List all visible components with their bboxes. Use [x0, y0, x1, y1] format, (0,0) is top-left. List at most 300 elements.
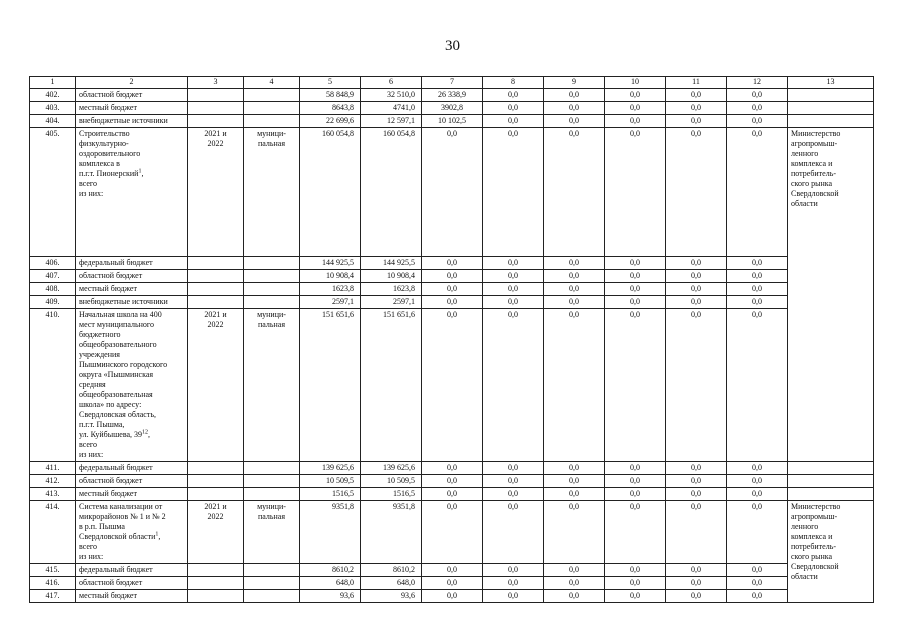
- name-line: школа» по адресу:: [79, 400, 142, 409]
- type-cell: [244, 128, 300, 257]
- table-row: [30, 590, 874, 603]
- amount-cell: 0,0: [666, 590, 727, 603]
- name-line: микрорайонов № 1 и № 2: [79, 512, 166, 521]
- amount-cell: 0,0: [422, 488, 483, 501]
- amount-cell: 0,0: [422, 462, 483, 475]
- responsible-ministry: [788, 462, 874, 475]
- amount-cell: 0,0: [422, 283, 483, 296]
- years-cell: [188, 296, 244, 309]
- amount-cell: 1623,8: [300, 283, 361, 296]
- cell-line: муници-: [257, 502, 286, 511]
- amount-cell: 0,0: [483, 590, 544, 603]
- name-line: из них:: [79, 552, 104, 561]
- name-line: физкультурно-: [79, 139, 129, 148]
- amount-cell: 0,0: [666, 270, 727, 283]
- amount-cell: 0,0: [544, 488, 605, 501]
- row-name: Начальная школа на 400 мест муниципального бюджетного общеобразовательного учреждения Пышминского городского округа «Пышминская средняя общеобразовательная школа» по адресу: Свердловская область, п.г.т. Пышма, ул. Куйбышева, $39^{12}$, всего из них:: [76, 309, 188, 462]
- amount-cell: 0,0: [544, 115, 605, 128]
- amount-cell: 0,0: [605, 475, 666, 488]
- cell-line: пальная: [257, 320, 286, 329]
- amount-cell: 93,6: [361, 590, 422, 603]
- amount-cell: 10 509,5: [300, 475, 361, 488]
- name-line: общеобразовательная: [79, 390, 153, 399]
- column-header: 13: [788, 77, 874, 89]
- years-cell: [188, 590, 244, 603]
- amount-cell: 0,0: [544, 128, 605, 257]
- table-row: [30, 577, 874, 590]
- name-line: из них:: [79, 189, 104, 198]
- cell-line: муници-: [257, 310, 286, 319]
- responsible-ministry: [788, 488, 874, 501]
- cell-line: 2022: [207, 320, 224, 329]
- amount-cell: 0,0: [727, 102, 788, 115]
- amount-cell: 0,0: [727, 590, 788, 603]
- responsible-ministry: [788, 475, 874, 488]
- cell-line: пальная: [257, 139, 286, 148]
- amount-cell: 0,0: [666, 102, 727, 115]
- amount-cell: 0,0: [544, 501, 605, 564]
- name-text: местный бюджет: [79, 489, 137, 498]
- cell-line: пальная: [257, 512, 286, 521]
- amount-cell: 9351,8: [300, 501, 361, 564]
- amount-cell: 0,0: [605, 257, 666, 270]
- row-number: 402.: [30, 89, 76, 102]
- row-number: 413.: [30, 488, 76, 501]
- cell-line: 2021 и: [204, 129, 227, 138]
- name-text: местный бюджет: [79, 591, 137, 600]
- amount-cell: 0,0: [727, 564, 788, 577]
- cell-line: Свердловской: [791, 189, 839, 198]
- table-row: [30, 270, 874, 283]
- years-cell: [188, 501, 244, 564]
- cell-line: 2021 и: [204, 310, 227, 319]
- amount-cell: 9351,8: [361, 501, 422, 564]
- name-text: областной бюджет: [79, 578, 143, 587]
- type-cell: [244, 296, 300, 309]
- amount-cell: 0,0: [605, 488, 666, 501]
- table-row: [30, 102, 874, 115]
- name-line: из них:: [79, 450, 104, 459]
- type-cell: [244, 102, 300, 115]
- table-row: [30, 488, 874, 501]
- amount-cell: 139 625,6: [361, 462, 422, 475]
- responsible-ministry: [788, 128, 874, 462]
- column-header: 3: [188, 77, 244, 89]
- row-name: [76, 89, 188, 102]
- responsible-ministry: [788, 102, 874, 115]
- row-name: [76, 102, 188, 115]
- name-line: в р.п. Пышма: [79, 522, 125, 531]
- years-cell: [188, 283, 244, 296]
- amount-cell: 0,0: [483, 577, 544, 590]
- amount-cell: 0,0: [422, 128, 483, 257]
- row-name: [76, 577, 188, 590]
- amount-cell: 1623,8: [361, 283, 422, 296]
- amount-cell: 1516,5: [361, 488, 422, 501]
- table-row: [30, 475, 874, 488]
- name-text: федеральный бюджет: [79, 258, 153, 267]
- years-cell: [188, 309, 244, 462]
- years-cell: [188, 89, 244, 102]
- cell-line: 2022: [207, 139, 224, 148]
- type-cell: [244, 115, 300, 128]
- amount-cell: 0,0: [483, 309, 544, 462]
- name-line: всего: [79, 179, 98, 188]
- column-header: 10: [605, 77, 666, 89]
- amount-cell: 26 338,9: [422, 89, 483, 102]
- row-name: [76, 270, 188, 283]
- cell-line: потребитель-: [791, 542, 837, 551]
- amount-cell: 0,0: [727, 462, 788, 475]
- type-cell: [244, 283, 300, 296]
- amount-cell: 58 848,9: [300, 89, 361, 102]
- row-name: Система канализации от микрорайонов № 1 и № 2 в р.п. Пышма Свердловской области$^1$, всего из них:: [76, 501, 188, 564]
- row-number: 417.: [30, 590, 76, 603]
- name-line: округа «Пышминская: [79, 370, 154, 379]
- amount-cell: 0,0: [666, 577, 727, 590]
- amount-cell: 0,0: [666, 501, 727, 564]
- column-header: 9: [544, 77, 605, 89]
- row-number: 414.: [30, 501, 76, 564]
- amount-cell: 0,0: [483, 283, 544, 296]
- row-name: Строительство физкультурно- оздоровительного комплекса в п.г.т. Пионерский$^1$, всего из них:: [76, 128, 188, 257]
- amount-cell: 93,6: [300, 590, 361, 603]
- name-line: всего: [79, 440, 98, 449]
- cell-line: ленного: [791, 522, 819, 531]
- amount-cell: 0,0: [605, 283, 666, 296]
- cell-line: потребитель-: [791, 169, 837, 178]
- amount-cell: 0,0: [422, 257, 483, 270]
- amount-cell: 0,0: [544, 590, 605, 603]
- name-line: Свердловская область,: [79, 410, 156, 419]
- name-line: Система канализации от: [79, 502, 163, 511]
- amount-cell: 0,0: [422, 475, 483, 488]
- row-number: 410.: [30, 309, 76, 462]
- row-name: [76, 115, 188, 128]
- amount-cell: 0,0: [544, 270, 605, 283]
- amount-cell: 8610,2: [300, 564, 361, 577]
- amount-cell: 0,0: [605, 590, 666, 603]
- name-line: п.г.т. Пионерский: [79, 169, 139, 178]
- amount-cell: 0,0: [544, 475, 605, 488]
- amount-cell: 4741,0: [361, 102, 422, 115]
- amount-cell: 0,0: [666, 296, 727, 309]
- row-number: 409.: [30, 296, 76, 309]
- type-cell: [244, 475, 300, 488]
- amount-cell: 0,0: [544, 577, 605, 590]
- amount-cell: 0,0: [727, 309, 788, 462]
- name-line: п.г.т. Пышма,: [79, 420, 125, 429]
- cell-line: области: [791, 572, 818, 581]
- amount-cell: 0,0: [727, 128, 788, 257]
- table-row: [30, 501, 874, 564]
- name-line: общеобразовательного: [79, 340, 157, 349]
- years-cell: [188, 115, 244, 128]
- name-line: оздоровительного: [79, 149, 141, 158]
- amount-cell: 648,0: [300, 577, 361, 590]
- amount-cell: 144 925,5: [300, 257, 361, 270]
- column-header: 6: [361, 77, 422, 89]
- amount-cell: 0,0: [483, 475, 544, 488]
- row-number: 411.: [30, 462, 76, 475]
- header-row: [30, 77, 874, 89]
- years-cell: [188, 564, 244, 577]
- years-cell: [188, 462, 244, 475]
- type-cell: [244, 564, 300, 577]
- amount-cell: 8643,8: [300, 102, 361, 115]
- row-number: 407.: [30, 270, 76, 283]
- row-name: [76, 475, 188, 488]
- amount-cell: 0,0: [666, 488, 727, 501]
- cell-line: области: [791, 199, 818, 208]
- row-name: [76, 590, 188, 603]
- amount-cell: 0,0: [544, 462, 605, 475]
- years-cell: [188, 270, 244, 283]
- column-header: 11: [666, 77, 727, 89]
- table-row: [30, 296, 874, 309]
- responsible-ministry: [788, 89, 874, 102]
- table-row: [30, 462, 874, 475]
- row-name: [76, 283, 188, 296]
- amount-cell: 0,0: [605, 89, 666, 102]
- name-line: комплекса в: [79, 159, 120, 168]
- amount-cell: 0,0: [544, 564, 605, 577]
- row-number: 406.: [30, 257, 76, 270]
- cell-line: муници-: [257, 129, 286, 138]
- row-number: 416.: [30, 577, 76, 590]
- amount-cell: 0,0: [605, 115, 666, 128]
- name-line: ул. Куйбышева, 39: [79, 430, 143, 439]
- type-cell: [244, 501, 300, 564]
- row-number: 405.: [30, 128, 76, 257]
- amount-cell: 0,0: [483, 270, 544, 283]
- cell-line: комплекса и: [791, 532, 833, 541]
- amount-cell: 0,0: [422, 564, 483, 577]
- amount-cell: 0,0: [422, 577, 483, 590]
- amount-cell: 0,0: [544, 296, 605, 309]
- row-number: 404.: [30, 115, 76, 128]
- amount-cell: 0,0: [544, 309, 605, 462]
- amount-cell: 0,0: [605, 270, 666, 283]
- amount-cell: 0,0: [605, 102, 666, 115]
- amount-cell: 0,0: [483, 488, 544, 501]
- amount-cell: 0,0: [605, 296, 666, 309]
- cell-line: комплекса и: [791, 159, 833, 168]
- cell-line: ского рынка: [791, 552, 833, 561]
- amount-cell: 151 651,6: [300, 309, 361, 462]
- type-cell: [244, 462, 300, 475]
- table-row: [30, 257, 874, 270]
- amount-cell: 0,0: [666, 564, 727, 577]
- amount-cell: 0,0: [483, 102, 544, 115]
- name-text: областной бюджет: [79, 476, 143, 485]
- amount-cell: 0,0: [727, 89, 788, 102]
- name-line: Начальная школа на 400: [79, 310, 162, 319]
- name-line: Строительство: [79, 129, 130, 138]
- name-line: всего: [79, 542, 98, 551]
- amount-cell: 32 510,0: [361, 89, 422, 102]
- row-name: [76, 257, 188, 270]
- type-cell: [244, 270, 300, 283]
- name-text: внебюджетные источники: [79, 297, 168, 306]
- amount-cell: 0,0: [483, 564, 544, 577]
- amount-cell: 0,0: [422, 590, 483, 603]
- column-header: 7: [422, 77, 483, 89]
- amount-cell: 0,0: [483, 257, 544, 270]
- footnote-mark: 1: [155, 531, 159, 538]
- amount-cell: 0,0: [605, 309, 666, 462]
- row-name: [76, 296, 188, 309]
- amount-cell: 10 908,4: [361, 270, 422, 283]
- name-line: бюджетного: [79, 330, 121, 339]
- name-line: Пышминского городского: [79, 360, 168, 369]
- amount-cell: 10 102,5: [422, 115, 483, 128]
- name-text: федеральный бюджет: [79, 565, 153, 574]
- years-cell: [188, 577, 244, 590]
- amount-cell: 0,0: [483, 115, 544, 128]
- type-cell: [244, 590, 300, 603]
- name-text: местный бюджет: [79, 103, 137, 112]
- budget-table: [29, 76, 874, 603]
- cell-line: Свердловской: [791, 562, 839, 571]
- column-header: 4: [244, 77, 300, 89]
- amount-cell: 0,0: [483, 462, 544, 475]
- cell-line: 2022: [207, 512, 224, 521]
- name-text: областной бюджет: [79, 90, 143, 99]
- amount-cell: 0,0: [422, 309, 483, 462]
- row-number: 412.: [30, 475, 76, 488]
- amount-cell: 0,0: [422, 270, 483, 283]
- type-cell: [244, 89, 300, 102]
- amount-cell: 0,0: [422, 296, 483, 309]
- name-line: учреждения: [79, 350, 120, 359]
- row-name: [76, 488, 188, 501]
- amount-cell: 0,0: [727, 270, 788, 283]
- amount-cell: 0,0: [727, 115, 788, 128]
- amount-cell: 12 597,1: [361, 115, 422, 128]
- cell-line: агропромыш-: [791, 512, 838, 521]
- amount-cell: 0,0: [727, 257, 788, 270]
- column-header: 2: [76, 77, 188, 89]
- amount-cell: 0,0: [727, 501, 788, 564]
- amount-cell: 0,0: [727, 577, 788, 590]
- amount-cell: 1516,5: [300, 488, 361, 501]
- name-text: областной бюджет: [79, 271, 143, 280]
- amount-cell: 139 625,6: [300, 462, 361, 475]
- amount-cell: 0,0: [666, 283, 727, 296]
- cell-line: агропромыш-: [791, 139, 838, 148]
- footnote-mark: 1: [138, 168, 142, 175]
- amount-cell: 160 054,8: [300, 128, 361, 257]
- amount-cell: 0,0: [605, 564, 666, 577]
- table-row: [30, 309, 874, 462]
- cell-line: 2021 и: [204, 502, 227, 511]
- amount-cell: 2597,1: [300, 296, 361, 309]
- years-cell: [188, 102, 244, 115]
- table-row: [30, 283, 874, 296]
- column-header: 5: [300, 77, 361, 89]
- amount-cell: 0,0: [727, 475, 788, 488]
- table-row: [30, 115, 874, 128]
- row-number: 415.: [30, 564, 76, 577]
- cell-line: Министерство: [791, 129, 841, 138]
- amount-cell: 0,0: [666, 257, 727, 270]
- amount-cell: 0,0: [544, 257, 605, 270]
- amount-cell: 160 054,8: [361, 128, 422, 257]
- name-line: мест муниципального: [79, 320, 154, 329]
- years-cell: [188, 257, 244, 270]
- amount-cell: 0,0: [544, 89, 605, 102]
- row-number: 408.: [30, 283, 76, 296]
- name-text: внебюджетные источники: [79, 116, 168, 125]
- amount-cell: 0,0: [666, 475, 727, 488]
- years-cell: [188, 128, 244, 257]
- row-name: [76, 564, 188, 577]
- amount-cell: 144 925,5: [361, 257, 422, 270]
- type-cell: [244, 577, 300, 590]
- amount-cell: 0,0: [483, 501, 544, 564]
- amount-cell: 0,0: [483, 296, 544, 309]
- amount-cell: 0,0: [727, 283, 788, 296]
- page-number: 30: [445, 38, 460, 54]
- name-text: федеральный бюджет: [79, 463, 153, 472]
- years-cell: [188, 488, 244, 501]
- amount-cell: 10 509,5: [361, 475, 422, 488]
- amount-cell: 0,0: [544, 283, 605, 296]
- amount-cell: 0,0: [666, 128, 727, 257]
- name-line: средняя: [79, 380, 106, 389]
- name-line: Свердловской области: [79, 532, 156, 541]
- type-cell: [244, 257, 300, 270]
- name-text: местный бюджет: [79, 284, 137, 293]
- column-header: 12: [727, 77, 788, 89]
- responsible-ministry: [788, 501, 874, 603]
- amount-cell: 0,0: [727, 296, 788, 309]
- table-row: [30, 564, 874, 577]
- amount-cell: 0,0: [666, 89, 727, 102]
- years-cell: [188, 475, 244, 488]
- amount-cell: 0,0: [666, 309, 727, 462]
- amount-cell: 0,0: [483, 89, 544, 102]
- table-row: [30, 128, 874, 257]
- type-cell: [244, 309, 300, 462]
- amount-cell: 3902,8: [422, 102, 483, 115]
- cell-line: ского рынка: [791, 179, 833, 188]
- column-header: 8: [483, 77, 544, 89]
- amount-cell: 22 699,6: [300, 115, 361, 128]
- table-row: [30, 89, 874, 102]
- amount-cell: 0,0: [544, 102, 605, 115]
- amount-cell: 648,0: [361, 577, 422, 590]
- row-name: [76, 462, 188, 475]
- amount-cell: 8610,2: [361, 564, 422, 577]
- type-cell: [244, 488, 300, 501]
- amount-cell: 0,0: [605, 128, 666, 257]
- column-header: 1: [30, 77, 76, 89]
- amount-cell: 10 908,4: [300, 270, 361, 283]
- amount-cell: 0,0: [666, 115, 727, 128]
- amount-cell: 0,0: [727, 488, 788, 501]
- cell-line: ленного: [791, 149, 819, 158]
- responsible-ministry: [788, 115, 874, 128]
- amount-cell: 0,0: [605, 501, 666, 564]
- amount-cell: 0,0: [605, 577, 666, 590]
- amount-cell: 0,0: [605, 462, 666, 475]
- cell-line: Министерство: [791, 502, 841, 511]
- amount-cell: 0,0: [666, 462, 727, 475]
- amount-cell: 2597,1: [361, 296, 422, 309]
- footnote-mark: 12: [142, 429, 149, 436]
